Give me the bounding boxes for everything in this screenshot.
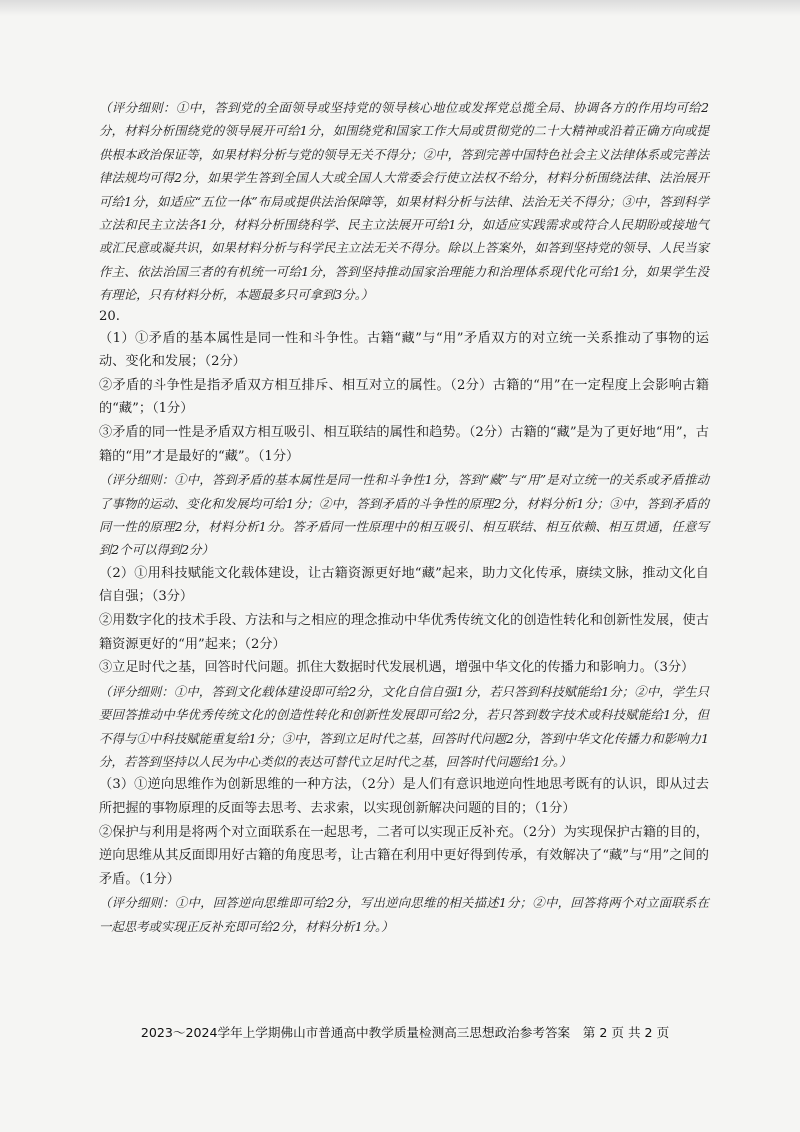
scoring-note-19: （评分细则：①中，答到党的全面领导或坚持党的领导核心地位或发挥党总揽全局、协调各方的作用均可给2分，材料分析围绕党的领导展开可给1分，如围绕党和国家工作大局或贯彻党的二十大精神或沿着正确方向或提供根本政治保证等，如果材料分析与党的领导无关不得分；②中，答到完善中国特色社会主义法律体系或完善法律法规均可得2分，如果学生答到全国人大或全国人大常委会行使立法权不给分，材料分析围绕法律、法治展开可给1分，如适应“五位一体”布局或提供法治保障等，如果材料分析与法律、法治无关不得分；③中，答到科学立法和民主立法各1分，材料分析围绕科学、民主立法展开可给1分，如适应实践需求或符合人民期盼或接地气或汇民意或凝共识，如果材料分析与科学民主立法无关不得分。除以上答案外，如答到坚持党的领导、人民当家作主、依法治国三者的有机统一可给1分，答到坚持推动国家治理能力和治理体系现代化可给1分，如果学生没有理论，只有材料分析，本题最多只可拿到3分。） <box>99 100 709 303</box>
answer-20-3-point-1: （3）①逆向思维作为创新思维的一种方法，（2分）是人们有意识地逆向性地思考既有的认识，即从过去所把握的事物原理的反面等去思考、去求索，以实现创新解决问题的目的；（1分） <box>99 777 709 817</box>
answer-20-3-point-2: ②保护与利用是将两个对立面联系在一起思考，二者可以实现正反补充。（2分）为实现保护古籍的目的，逆向思维从其反面即用好古籍的角度思考，让古籍在利用中更好得到传承，有效解决了“藏”与“用”之间的矛盾。（1分） <box>99 824 709 887</box>
question-number-20: 20. <box>99 308 120 324</box>
scoring-note-20-3: （评分细则：①中，回答逆向思维即可给2分，写出逆向思维的相关描述1分；②中，回答将两个对立面联系在一起思考或实现正反补充即可给2分，材料分析1分。） <box>99 895 709 934</box>
answer-content <box>99 96 709 938</box>
scoring-note-20-1: （评分细则：①中，答到矛盾的基本属性是同一性和斗争性1分，答到“藏”与“用”是对立统一的关系或矛盾推动了事物的运动、变化和发展均可给1分；②中，答到矛盾的斗争性的原理2分，材料分析1分；③中，答到矛盾的同一性的原理2分，材料分析1分。答矛盾同一性原理中的相互吸引、相互联结、相互依赖、相互贯通，任意写到2个可以得到2分） <box>99 472 709 558</box>
answer-20-2-point-2: ②用数字化的技术手段、方法和与之相应的理念推动中华优秀传统文化的创造性转化和创新性发展，使古籍资源更好的“用”起来；（2分） <box>99 613 709 652</box>
answer-20-1-point-2: ②矛盾的斗争性是指矛盾双方相互排斥、相互对立的属性。（2分）古籍的“用”在一定程度上会影响古籍的“藏”；（1分） <box>99 377 709 417</box>
answer-20-1-point-3: ③矛盾的同一性是矛盾双方相互吸引、相互联结的属性和趋势。（2分）古籍的“藏”是为了更好地“用”，古籍的“用”才是最好的“藏”。（1分） <box>99 425 709 464</box>
scoring-note-20-2: （评分细则：①中，答到文化载体建设即可给2分，文化自信自强1分，若只答到科技赋能给1分；②中，学生只要回答推动中华优秀传统文化的创造性转化和创新性发展即可给2分，若只答到数字技术或科技赋能给1分，但不得与①中科技赋能重复给1分；③中，答到立足时代之基，回答时代问题2分，答到中华文化传播力和影响力1分，若答到坚持以人民为中心类似的表达可替代立足时代之基，回答时代问题给1分。） <box>99 683 709 770</box>
answer-20-1-point-1: （1）①矛盾的基本属性是同一性和斗争性。古籍“藏”与“用”矛盾双方的对立统一关系推动了事物的运动、变化和发展；（2分） <box>99 330 709 370</box>
answer-20-2-point-3: ③立足时代之基，回答时代问题。抓住大数据时代发展机遇，增强中华文化的传播力和影响力。（3分） <box>99 660 695 676</box>
scan-top-shadow <box>0 0 800 16</box>
answer-20-2-point-1: （2）①用科技赋能文化载体建设，让古籍资源更好地“藏”起来，助力文化传承，赓续文脉，推动文化自信自强；（3分） <box>99 565 709 605</box>
page-footer: 2023～2024学年上学期佛山市普通高中教学质量检测高三思想政治参考答案 第 2 页 共 2 页 <box>140 1025 670 1040</box>
